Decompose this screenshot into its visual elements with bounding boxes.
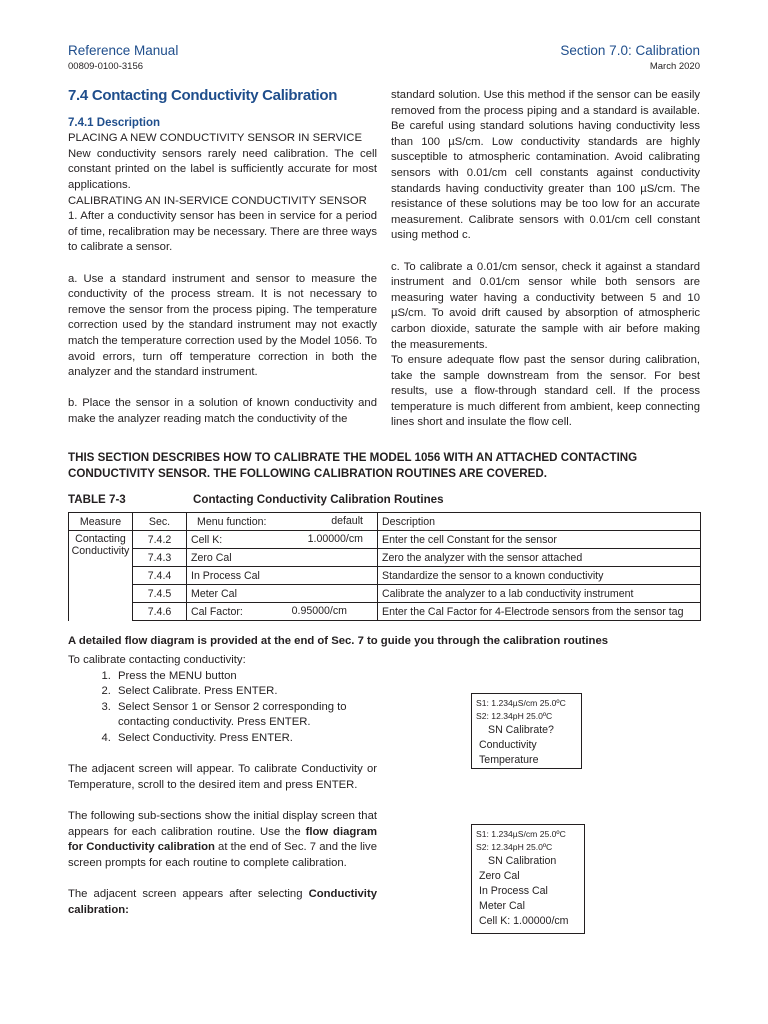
procedure-step: 1. Press the MENU button xyxy=(114,669,377,685)
header-menu-label: Menu function: xyxy=(197,515,267,528)
row-sec: 7.4.4 xyxy=(133,567,187,585)
calibration-routines-table xyxy=(68,512,701,621)
screen-option-cell-k: Cell K: 1.00000/cm xyxy=(479,915,569,927)
row-description: Standardize the sensor to a known conductivity xyxy=(378,567,701,585)
row-sec: 7.4.2 xyxy=(133,531,187,549)
publication-date: March 2020 xyxy=(649,61,700,72)
table-row xyxy=(69,549,701,567)
measure-line2: Conductivity xyxy=(71,545,130,557)
screen-sensor1-readout: S1: 1.234µS/cm 25.0ºC xyxy=(476,829,566,839)
following-text-2: at the end of Sec. 7 and the live screen prompts for each routine to complete calibration. xyxy=(68,841,377,869)
paragraph-following-subsections xyxy=(68,809,377,871)
screen-title: SN Calibration xyxy=(488,855,557,867)
header-default-label: default xyxy=(331,515,363,527)
paragraph-adjacent-appears xyxy=(68,887,377,918)
screen-option-in-process-cal: In Process Cal xyxy=(479,885,548,897)
row-menu-label: Meter Cal xyxy=(187,585,378,603)
appears-text-bold: Conductivity calibration: xyxy=(68,887,377,916)
procedure-steps xyxy=(68,669,377,747)
flow-diagram-note: A detailed flow diagram is provided at the end of Sec. 7 to guide you through the calibration routines xyxy=(68,635,609,647)
screen-sensor2-readout: S2: 12.34pH 25.0ºC xyxy=(476,711,553,721)
table-label: TABLE 7-3 xyxy=(68,493,126,506)
row-menu xyxy=(187,603,378,621)
table-row xyxy=(69,567,701,585)
header-menu-function xyxy=(187,513,378,531)
measure-cell xyxy=(69,531,133,621)
following-text-bold: flow diagram for Conductivity calibration xyxy=(68,825,377,854)
paragraph-method-b-continued: standard solution. Use this method if the sensor can be easily removed from the process piping and a standard is available. Be careful using standard solutions having conductivity less than 100 µS/cm. Low conductivity standards are highly susceptible to atmospheric contamination. Avoid calibrating sensors with 0.01/cm cell constants against conductivity standards having conductivity greater than 100 µS/cm. The resistance of these solutions may be too low for an accurate measurement. Calibrate sensors with 0.01/cm cell constant using method c. xyxy=(391,89,700,242)
heading-in-service: CALIBRATING AN IN-SERVICE CONDUCTIVITY SENSOR xyxy=(68,194,367,207)
following-text-1: The following sub-sections show the initial display screen that appears for each calibration routine. Use the xyxy=(68,809,377,838)
appears-text: The adjacent screen appears after selecting xyxy=(68,887,309,900)
screen-option-conductivity: Conductivity xyxy=(479,739,537,751)
row-menu xyxy=(187,531,378,549)
row-description: Enter the cell Constant for the sensor xyxy=(378,531,701,549)
table-header-row xyxy=(69,513,701,531)
screen-option-meter-cal: Meter Cal xyxy=(479,900,525,912)
header-right xyxy=(560,43,700,72)
header-sec: Sec. xyxy=(133,513,187,531)
procedure-step: 2. Select Calibrate. Press ENTER. xyxy=(114,684,377,700)
procedure-step: 4. Select Conductivity. Press ENTER. xyxy=(114,731,377,747)
procedure-intro: To calibrate contacting conductivity: xyxy=(68,654,246,666)
table-row xyxy=(69,603,701,621)
manual-title: Reference Manual xyxy=(68,43,179,58)
row-menu-default: 0.95000/cm xyxy=(291,605,347,617)
paragraph-method-b: b. Place the sensor in a solution of known conductivity and make the analyzer reading match the conductivity of the xyxy=(68,397,377,425)
procedure-block xyxy=(68,653,377,918)
right-column xyxy=(391,88,700,431)
screen-option-zero-cal: Zero Cal xyxy=(479,870,520,882)
header-description: Description xyxy=(378,513,701,531)
row-description: Calibrate the analyzer to a lab conductivity instrument xyxy=(378,585,701,603)
section-title: 7.4 Contacting Conductivity Calibration xyxy=(68,87,338,104)
paragraph-new-sensor: New conductivity sensors rarely need calibration. The cell constant printed on the label is sufficiently accurate for most applications. xyxy=(68,147,377,191)
header-left xyxy=(68,43,178,72)
row-sec: 7.4.6 xyxy=(133,603,187,621)
row-sec: 7.4.3 xyxy=(133,549,187,567)
document-number: 00809-0100-3156 xyxy=(68,61,144,72)
procedure-step: 3. Select Sensor 1 or Sensor 2 corresponding to contacting conductivity. Press ENTER. xyxy=(114,700,377,731)
screen-sensor1-readout: S1: 1.234µS/cm 25.0ºC xyxy=(476,698,566,708)
left-column xyxy=(68,88,377,427)
row-menu-label: Cell K: xyxy=(191,533,223,546)
screen-prompt: SN Calibrate? xyxy=(488,724,554,736)
row-sec: 7.4.5 xyxy=(133,585,187,603)
heading-new-sensor: PLACING A NEW CONDUCTIVITY SENSOR IN SERVICE xyxy=(68,132,362,145)
section-scope-note: THIS SECTION DESCRIBES HOW TO CALIBRATE THE MODEL 1056 WITH AN ATTACHED CONTACTING CONDUCTIVITY SENSOR. THE FOLLOWING CALIBRATION ROUTINES ARE COVERED. xyxy=(68,451,638,480)
display-screen-calibration-menu xyxy=(471,824,585,934)
row-menu-default: 1.00000/cm xyxy=(307,533,363,545)
paragraph-in-service: 1. After a conductivity sensor has been in service for a period of time, recalibration may be necessary. There are three ways to calibrate a sensor. xyxy=(68,210,377,254)
section-header-title: Section 7.0: Calibration xyxy=(560,43,700,58)
row-menu-label: Zero Cal xyxy=(187,549,378,567)
table-row xyxy=(69,585,701,603)
screen-sensor2-readout: S2: 12.34pH 25.0ºC xyxy=(476,842,553,852)
paragraph-method-a: a. Use a standard instrument and sensor to measure the conductivity of the process stream. It is not necessary to remove the sensor from the process piping. The temperature correction used by the standard instrument may not exactly match the temperature correction used by the Model 1056. To avoid errors, turn off temperature correction in both the analyzer and the standard instrument. xyxy=(68,272,377,379)
header-measure: Measure xyxy=(69,513,133,531)
paragraph-adjacent-screen: The adjacent screen will appear. To calibrate Conductivity or Temperature, scroll to the desired item and press ENTER. xyxy=(68,763,377,791)
row-menu-label: Cal Factor: xyxy=(191,605,243,618)
paragraph-flow-advice: To ensure adequate flow past the sensor during calibration, take the sample downstream from the sensor. For best results, use a flow-through standard cell. If the process temperature is much different from ambient, keep connecting lines short and insulate the flow cell. xyxy=(391,354,700,429)
display-screen-calibrate xyxy=(471,693,582,769)
table-title: Contacting Conductivity Calibration Routines xyxy=(193,493,444,506)
paragraph-method-c: c. To calibrate a 0.01/cm sensor, check it against a standard instrument and 0.01/cm sensor while both sensors are measuring water having a conductivity between 5 and 10 µS/cm. To avoid drift caused by absorption of atmospheric carbon dioxide, saturate the sample with air before making the measurements. xyxy=(391,260,700,351)
table-row xyxy=(69,531,701,549)
measure-line1: Contacting xyxy=(75,533,126,545)
row-menu-label: In Process Cal xyxy=(187,567,378,585)
screen-option-temperature: Temperature xyxy=(479,754,539,766)
row-description: Enter the Cal Factor for 4-Electrode sensors from the sensor tag xyxy=(378,603,701,621)
row-description: Zero the analyzer with the sensor attached xyxy=(378,549,701,567)
subsection-title: 7.4.1 Description xyxy=(68,116,161,129)
